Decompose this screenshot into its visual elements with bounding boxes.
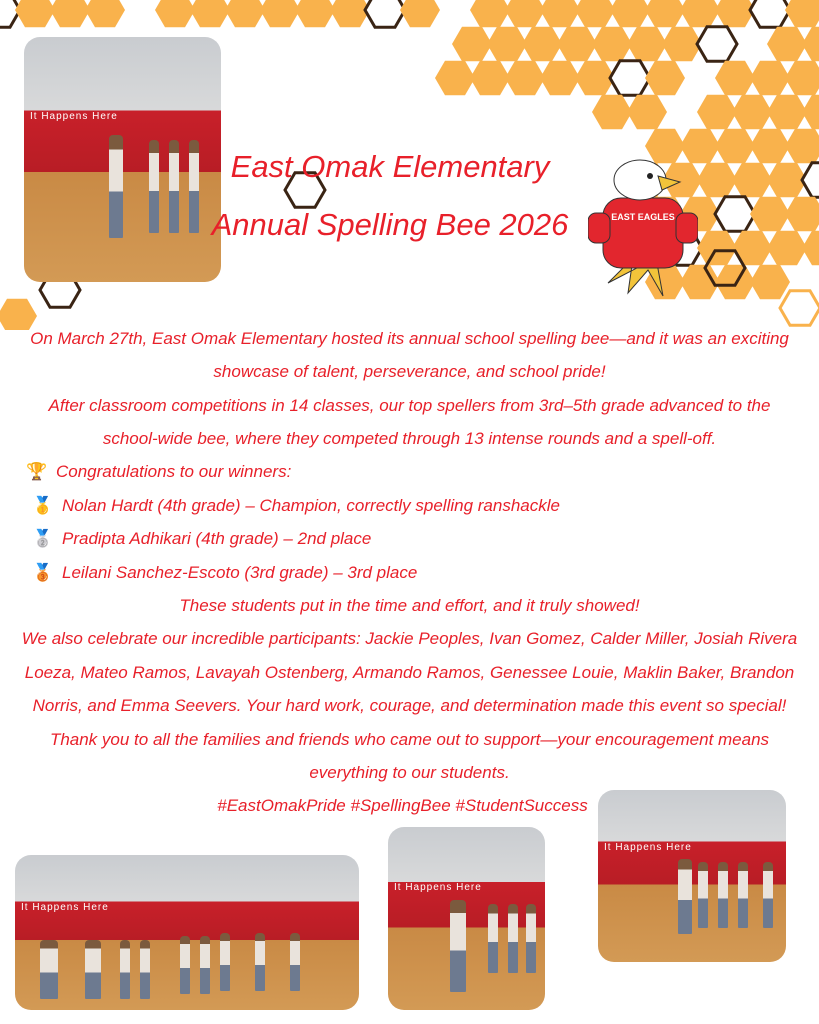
competition-line: school-wide bee, where they competed through 13 intense rounds and a spell-off. [102,429,717,448]
honeycomb-hex [522,27,562,62]
honeycomb-hex [715,197,755,232]
winner-third [32,563,819,583]
student-figure [488,904,498,974]
honeycomb-hex [155,0,195,27]
honeycomb-hex [697,95,737,130]
honeycomb-hex [435,61,475,96]
thanks-line: Thank you to all the families and friends who came out to support—your encouragement means [49,730,770,749]
third-place-medal-icon: 🥉 [32,563,54,582]
honeycomb-hex [802,163,819,198]
student-figure [169,140,179,233]
honeycomb-hex [452,27,492,62]
spelling-bee-photo-bottom-right [598,790,786,962]
honeycomb-hex [715,265,755,300]
honeycomb-hex [85,0,125,27]
honeycomb-hex [732,231,772,266]
student-figure [149,140,159,233]
honeycomb-hex [767,95,807,130]
student-figure [450,900,466,992]
honeycomb-hex [627,27,667,62]
honeycomb-hex [540,61,580,96]
honeycomb-hex [260,0,300,27]
photo-banner: It Happens Here [604,841,692,853]
honeycomb-hex [750,0,790,27]
winners-heading [26,462,819,482]
participants-line: Loeza, Mateo Ramos, Lavayah Ostenberg, Armando Ramos, Genessee Louie, Maklin Baker, Brandon [24,663,795,682]
honeycomb-hex [785,197,819,232]
honeycomb-hex [697,231,737,266]
student-figure [180,936,190,995]
page-title-line-2: Annual Spelling Bee 2026 [211,207,569,242]
first-place-medal-icon: 🥇 [32,496,54,515]
honeycomb-hex [785,0,819,27]
student-figure [698,862,708,927]
honeycomb-hex [750,61,790,96]
student-figure [526,904,536,974]
student-figure [109,135,123,238]
honeycomb-hex [592,95,632,130]
honeycomb-hex [0,299,37,330]
competition-line: After classroom competitions in 14 classes, our top spellers from 3rd–5th grade advanced to the [48,396,771,415]
honeycomb-hex [50,0,90,27]
honeycomb-hex [780,291,819,326]
winners-heading-text: Congratulations to our winners: [56,462,292,481]
photo-banner: It Happens Here [30,110,118,122]
honeycomb-hex [557,27,597,62]
honeycomb-hex [802,27,819,62]
honeycomb-hex [767,27,807,62]
intro-line: On March 27th, East Omak Elementary hosted its annual school spelling bee—and it was an exciting [30,329,789,348]
honeycomb-hex [645,61,685,96]
honeycomb-hex [645,0,685,27]
honeycomb-hex [732,163,772,198]
mascot-shirt-text: EAST EAGLES [611,212,675,222]
honeycomb-hex [627,95,667,130]
honeycomb-hex [400,0,440,27]
student-figure [85,940,101,999]
photo-banner: It Happens Here [394,881,482,893]
honeycomb-hex [610,61,650,96]
student-figure [40,940,58,999]
honeycomb-hex [470,0,510,27]
student-figure [120,940,130,999]
honeycomb-hex [715,129,755,164]
honeycomb-hex [540,0,580,27]
honeycomb-hex [592,27,632,62]
winner-text: Nolan Hardt (4th grade) – Champion, correctly spelling ranshackle [62,496,560,515]
honeycomb-hex [225,0,265,27]
second-place-medal-icon: 🥈 [32,529,54,548]
honeycomb-hex [697,27,737,62]
hashtags: #EastOmakPride #SpellingBee #StudentSuccess [217,796,588,815]
trophy-icon: 🏆 [26,462,48,481]
honeycomb-hex [802,231,819,266]
winner-first [32,496,819,516]
winner-text: Leilani Sanchez-Escoto (3rd grade) – 3rd place [62,563,418,582]
honeycomb-hex [295,0,335,27]
honeycomb-hex [715,61,755,96]
spelling-bee-photo-top [24,37,221,282]
honeycomb-hex [487,27,527,62]
honeycomb-hex [750,265,790,300]
winner-text: Pradipta Adhikari (4th grade) – 2nd place [62,529,372,548]
honeycomb-hex [697,163,737,198]
honeycomb-hex [802,95,819,130]
honeycomb-hex [785,61,819,96]
spelling-bee-photo-bottom-left [15,855,359,1010]
intro-line: showcase of talent, perseverance, and school pride! [213,362,606,381]
spelling-bee-photo-bottom-middle [388,827,545,1010]
honeycomb-hex [750,197,790,232]
honeycomb-hex [190,0,230,27]
honeycomb-hex [750,129,790,164]
participants-line: We also celebrate our incredible participants: Jackie Peoples, Ivan Gomez, Calder Miller, Josiah Rivera [21,629,798,648]
page-title-line-1: East Omak Elementary [230,149,550,184]
honeycomb-hex [330,0,370,27]
eagle-mascot [588,158,698,298]
honeycomb-hex [680,0,720,27]
honeycomb-hex [767,231,807,266]
student-figure [508,904,518,974]
honeycomb-hex [575,0,615,27]
student-figure [718,862,728,927]
student-figure [189,140,199,233]
winner-second [32,529,819,549]
student-figure [220,933,230,992]
honeycomb-hex [470,61,510,96]
honeycomb-hex [505,0,545,27]
thanks-line: everything to our students. [309,763,510,782]
student-figure [678,859,692,935]
honeycomb-hex [785,129,819,164]
honeycomb-hex [365,0,405,27]
honeycomb-hex [715,0,755,27]
honeycomb-hex [610,0,650,27]
student-figure [738,862,748,927]
student-figure [290,933,300,992]
photo-banner: It Happens Here [21,901,109,913]
student-figure [763,862,773,927]
participants-line: Norris, and Emma Seevers. Your hard work, courage, and determination made this event so special! [32,696,787,715]
student-figure [200,936,210,995]
student-figure [140,940,150,999]
effort-line: These students put in the time and effort, and it truly showed! [179,596,640,615]
honeycomb-hex [15,0,55,27]
honeycomb-hex [0,0,20,27]
student-figure [255,933,265,992]
honeycomb-hex [732,95,772,130]
honeycomb-hex [505,61,545,96]
